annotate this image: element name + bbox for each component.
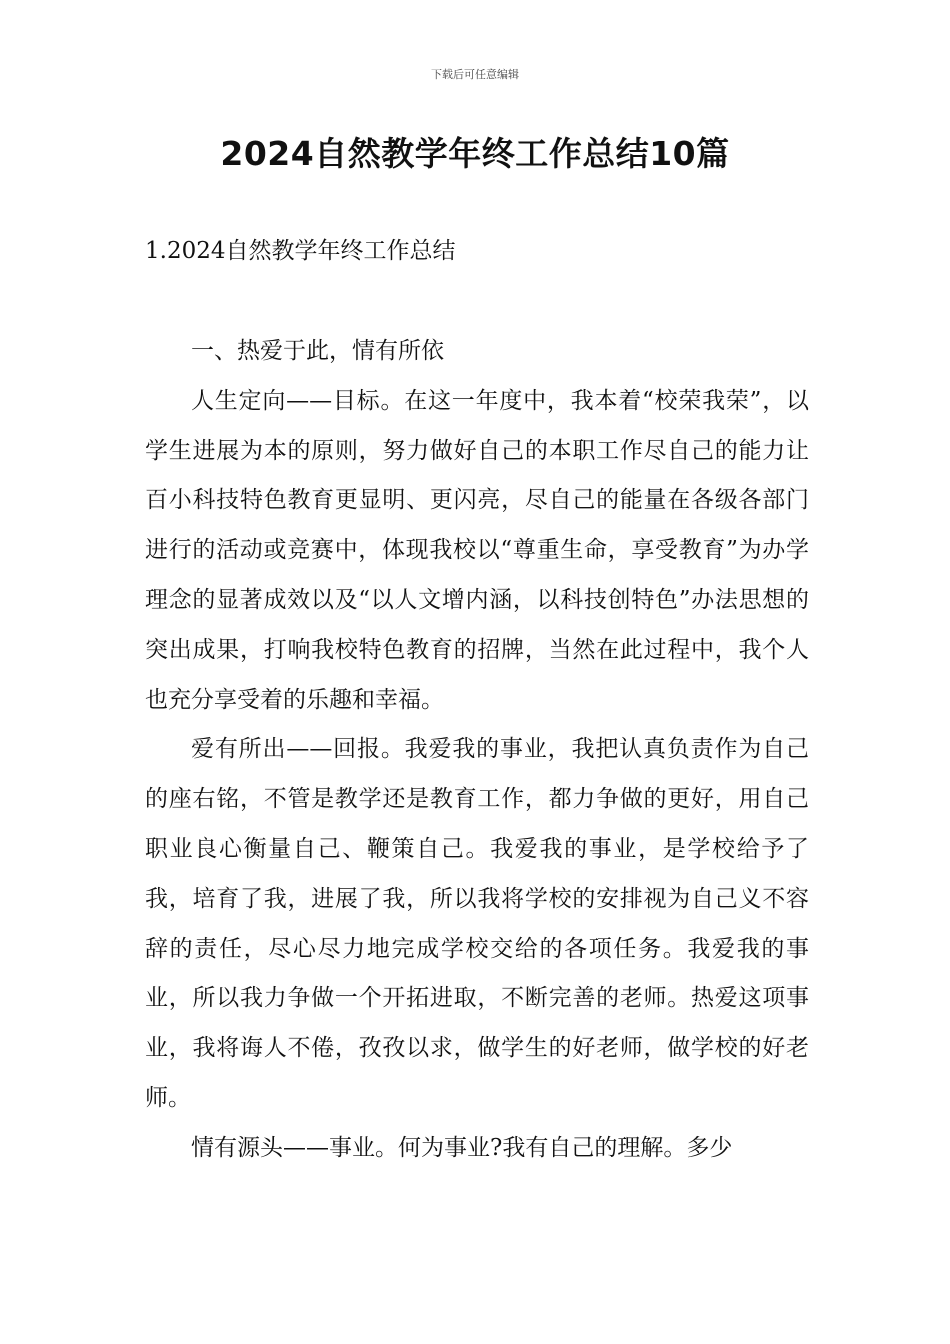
article-heading: 1.2024自然教学年终工作总结 <box>145 238 456 264</box>
section-heading: 一、热爱于此，情有所依 <box>191 338 444 364</box>
paragraph-2: 爱有所出——回报。我爱我的事业，我把认真负责作为自己的座右铭，不管是教学还是教育工作，都力争做的更好，用自己职业良心衡量自己、鞭策自己。我爱我的事业，是学校给予了我，培育了我，进展了我，所以我将学校的安排视为自己义不容辞的责任，尽心尽力地完成学校交给的各项任务。我爱我的事业，所以我力争做一个开拓进取，不断完善的老师。热爱这项事业，我将诲人不倦，孜孜以求，做学生的好老师，做学校的好老师。 <box>145 736 809 1111</box>
document-body <box>145 327 809 1174</box>
document-title: 2024自然教学年终工作总结10篇 <box>220 134 730 173</box>
header-note: 下载后可任意编辑 <box>431 68 519 81</box>
paragraph-1: 人生定向——目标。在这一年度中，我本着“校荣我荣”，以学生进展为本的原则，努力做好自己的本职工作尽自己的能力让百小科技特色教育更显明、更闪亮，尽自己的能量在各级各部门进行的活动或竞赛中，体现我校以“尊重生命，享受教育”为办学理念的显著成效以及“以人文增内涵，以科技创特色”办法思想的突出成果，打响我校特色教育的招牌，当然在此过程中，我个人也充分享受着的乐趣和幸福。 <box>145 387 809 713</box>
paragraph-3: 情有源头——事业。何为事业?我有自己的理解。多少 <box>191 1134 733 1161</box>
